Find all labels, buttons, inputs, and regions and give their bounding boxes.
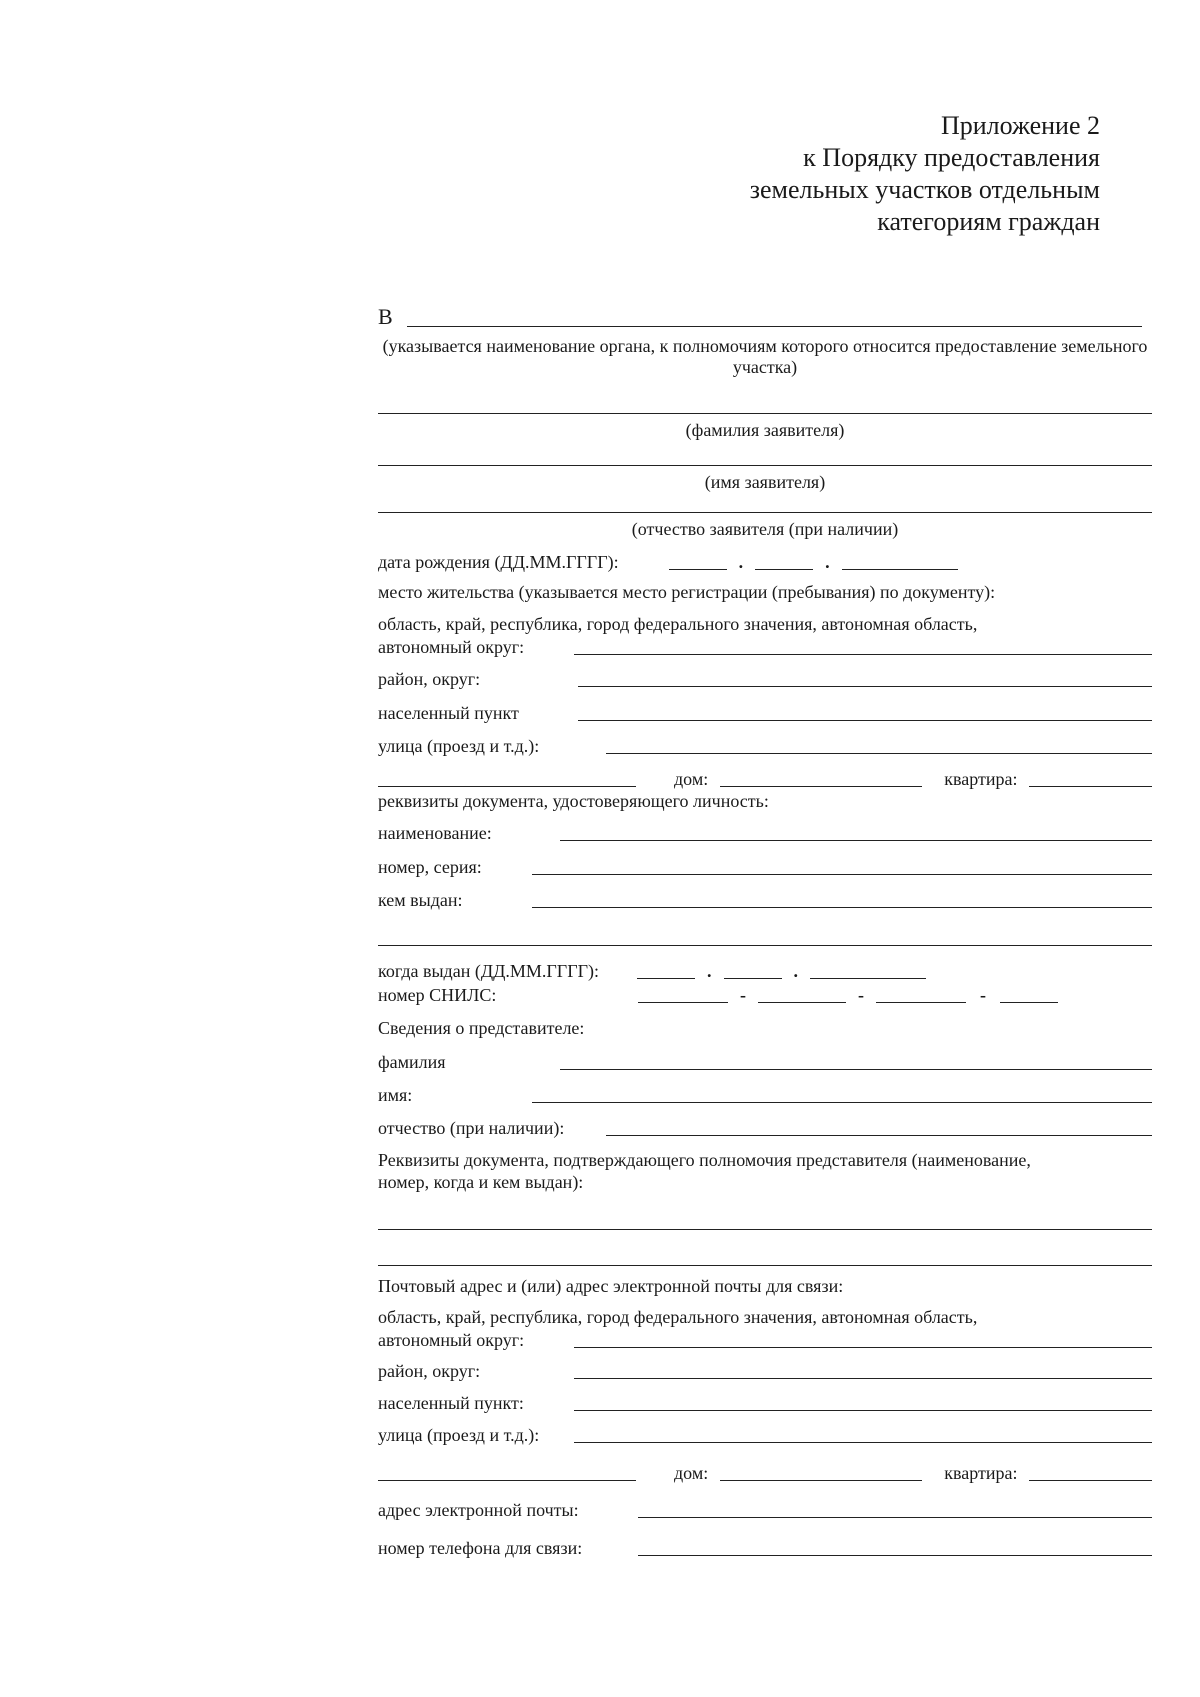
birth-date-label: дата рождения (ДД.ММ.ГГГГ): xyxy=(378,552,619,572)
doc-name-field[interactable] xyxy=(560,840,1152,841)
residence-region-label-cont: автономный округ: xyxy=(378,637,525,657)
doc-name-row xyxy=(378,820,1152,844)
birth-date-row xyxy=(378,549,1152,573)
residence-house-row xyxy=(378,766,1152,790)
doc-name-label: наименование: xyxy=(378,823,492,843)
rep-surname-field[interactable] xyxy=(560,1069,1152,1070)
residence-locality-label: населенный пункт xyxy=(378,703,519,723)
contact-house-row xyxy=(378,1460,1152,1484)
residence-district-field[interactable] xyxy=(578,686,1152,687)
contact-phone-row xyxy=(378,1535,1152,1559)
contact-house-label: дом: xyxy=(674,1463,709,1483)
rep-name-field[interactable] xyxy=(532,1102,1152,1103)
residence-street-cont-field[interactable] xyxy=(378,786,636,787)
issue-month-field[interactable] xyxy=(724,978,782,979)
residence-region-row xyxy=(378,634,1152,658)
contact-email-row xyxy=(378,1497,1152,1521)
residence-street-row xyxy=(378,733,1152,757)
issued-by-row xyxy=(378,887,1152,911)
contact-region-row xyxy=(378,1327,1152,1351)
contact-district-row xyxy=(378,1358,1152,1382)
contact-street-row xyxy=(378,1422,1152,1446)
issued-by-field[interactable] xyxy=(532,907,1152,908)
residence-district-label: район, округ: xyxy=(378,669,481,689)
organ-name-field[interactable] xyxy=(407,326,1142,327)
residence-apartment-label: квартира: xyxy=(944,769,1018,789)
date-separator: . xyxy=(738,552,744,572)
rep-patronymic-field[interactable] xyxy=(606,1135,1152,1136)
applicant-name-caption: (имя заявителя) xyxy=(704,472,826,492)
applicant-patronymic-caption: (отчество заявителя (при наличии) xyxy=(631,519,899,539)
birth-year-field[interactable] xyxy=(842,569,958,570)
residence-label: место жительства (указывается место регистрации (пребывания) по документу): xyxy=(378,582,996,602)
issued-by-field-cont[interactable] xyxy=(378,945,1152,946)
contact-street-cont-field[interactable] xyxy=(378,1480,636,1481)
contact-region-label-cont: автономный округ: xyxy=(378,1330,525,1350)
rep-authority-doc-label-cont: номер, когда и кем выдан): xyxy=(378,1172,584,1192)
snils-part-2-field[interactable] xyxy=(758,1002,846,1003)
issue-date-row xyxy=(378,958,1152,982)
snils-part-3-field[interactable] xyxy=(876,1002,966,1003)
snils-label: номер СНИЛС: xyxy=(378,985,497,1005)
rep-name-label: имя: xyxy=(378,1085,413,1105)
issue-date-label: когда выдан (ДД.ММ.ГГГГ): xyxy=(378,961,600,981)
contact-region-label: область, край, республика, город федерального значения, автономная область, xyxy=(378,1307,978,1327)
contact-locality-row xyxy=(378,1390,1152,1414)
snils-separator: - xyxy=(980,985,986,1005)
applicant-surname-caption: (фамилия заявителя) xyxy=(685,420,845,440)
representative-section-label: Сведения о представителе: xyxy=(378,1018,585,1038)
contact-email-label: адрес электронной почты: xyxy=(378,1500,579,1520)
appendix-subtitle-line: категориям граждан xyxy=(877,207,1100,236)
issue-day-field[interactable] xyxy=(637,978,695,979)
rep-patronymic-row xyxy=(378,1115,1152,1139)
contact-phone-label: номер телефона для связи: xyxy=(378,1538,583,1558)
snils-row xyxy=(378,982,1152,1006)
organ-prefix: В xyxy=(378,304,393,329)
appendix-subtitle-line: к Порядку предоставления xyxy=(803,143,1100,172)
contact-street-label: улица (проезд и т.д.): xyxy=(378,1425,540,1445)
residence-locality-field[interactable] xyxy=(578,720,1152,721)
contact-district-label: район, округ: xyxy=(378,1361,481,1381)
rep-patronymic-label: отчество (при наличии): xyxy=(378,1118,565,1138)
residence-street-label: улица (проезд и т.д.): xyxy=(378,736,540,756)
organ-caption: (указывается наименование органа, к полномочиям которого относится предоставление земельного участка) xyxy=(382,336,1148,377)
residence-house-label: дом: xyxy=(674,769,709,789)
contact-email-field[interactable] xyxy=(638,1517,1152,1518)
birth-month-field[interactable] xyxy=(755,569,813,570)
issued-by-label: кем выдан: xyxy=(378,890,463,910)
appendix-subtitle-line: земельных участков отдельным xyxy=(749,175,1100,204)
contact-house-field[interactable] xyxy=(720,1480,922,1481)
applicant-patronymic-field[interactable] xyxy=(378,512,1152,513)
rep-authority-doc-field-cont[interactable] xyxy=(378,1265,1152,1266)
issue-year-field[interactable] xyxy=(810,978,926,979)
contact-apartment-field[interactable] xyxy=(1029,1480,1152,1481)
rep-authority-doc-field[interactable] xyxy=(378,1229,1152,1230)
date-separator: . xyxy=(793,961,799,981)
contact-phone-field[interactable] xyxy=(638,1555,1152,1556)
rep-name-row xyxy=(378,1082,1152,1106)
doc-number-row xyxy=(378,854,1152,878)
doc-number-label: номер, серия: xyxy=(378,857,482,877)
rep-surname-label: фамилия xyxy=(378,1052,446,1072)
doc-number-field[interactable] xyxy=(532,874,1152,875)
snils-part-1-field[interactable] xyxy=(638,1002,728,1003)
contact-apartment-label: квартира: xyxy=(944,1463,1018,1483)
residence-house-field[interactable] xyxy=(720,786,922,787)
snils-separator: - xyxy=(858,985,864,1005)
residence-apartment-field[interactable] xyxy=(1029,786,1152,787)
contact-street-field[interactable] xyxy=(574,1442,1152,1443)
snils-separator: - xyxy=(740,985,746,1005)
appendix-heading xyxy=(750,110,1100,238)
contact-locality-field[interactable] xyxy=(574,1410,1152,1411)
contact-section-label: Почтовый адрес и (или) адрес электронной почты для связи: xyxy=(378,1276,844,1296)
contact-locality-label: населенный пункт: xyxy=(378,1393,524,1413)
rep-surname-row xyxy=(378,1049,1152,1073)
contact-region-field[interactable] xyxy=(574,1347,1152,1348)
residence-region-label: область, край, республика, город федерального значения, автономная область, xyxy=(378,614,978,634)
residence-locality-row xyxy=(378,700,1152,724)
snils-part-4-field[interactable] xyxy=(1000,1002,1058,1003)
appendix-title: Приложение 2 xyxy=(940,111,1100,140)
residence-street-field[interactable] xyxy=(606,753,1152,754)
id-doc-label: реквизиты документа, удостоверяющего личность: xyxy=(378,791,769,811)
rep-authority-doc-label: Реквизиты документа, подтверждающего полномочия представителя (наименование, xyxy=(378,1150,1031,1170)
date-separator: . xyxy=(707,961,712,981)
contact-district-field[interactable] xyxy=(574,1378,1152,1379)
organ-row xyxy=(378,300,1152,330)
date-separator: . xyxy=(825,552,830,572)
applicant-name-field[interactable] xyxy=(378,465,1152,466)
residence-district-row xyxy=(378,666,1152,690)
applicant-surname-field[interactable] xyxy=(378,413,1152,414)
residence-region-field[interactable] xyxy=(574,654,1152,655)
birth-day-field[interactable] xyxy=(669,569,727,570)
